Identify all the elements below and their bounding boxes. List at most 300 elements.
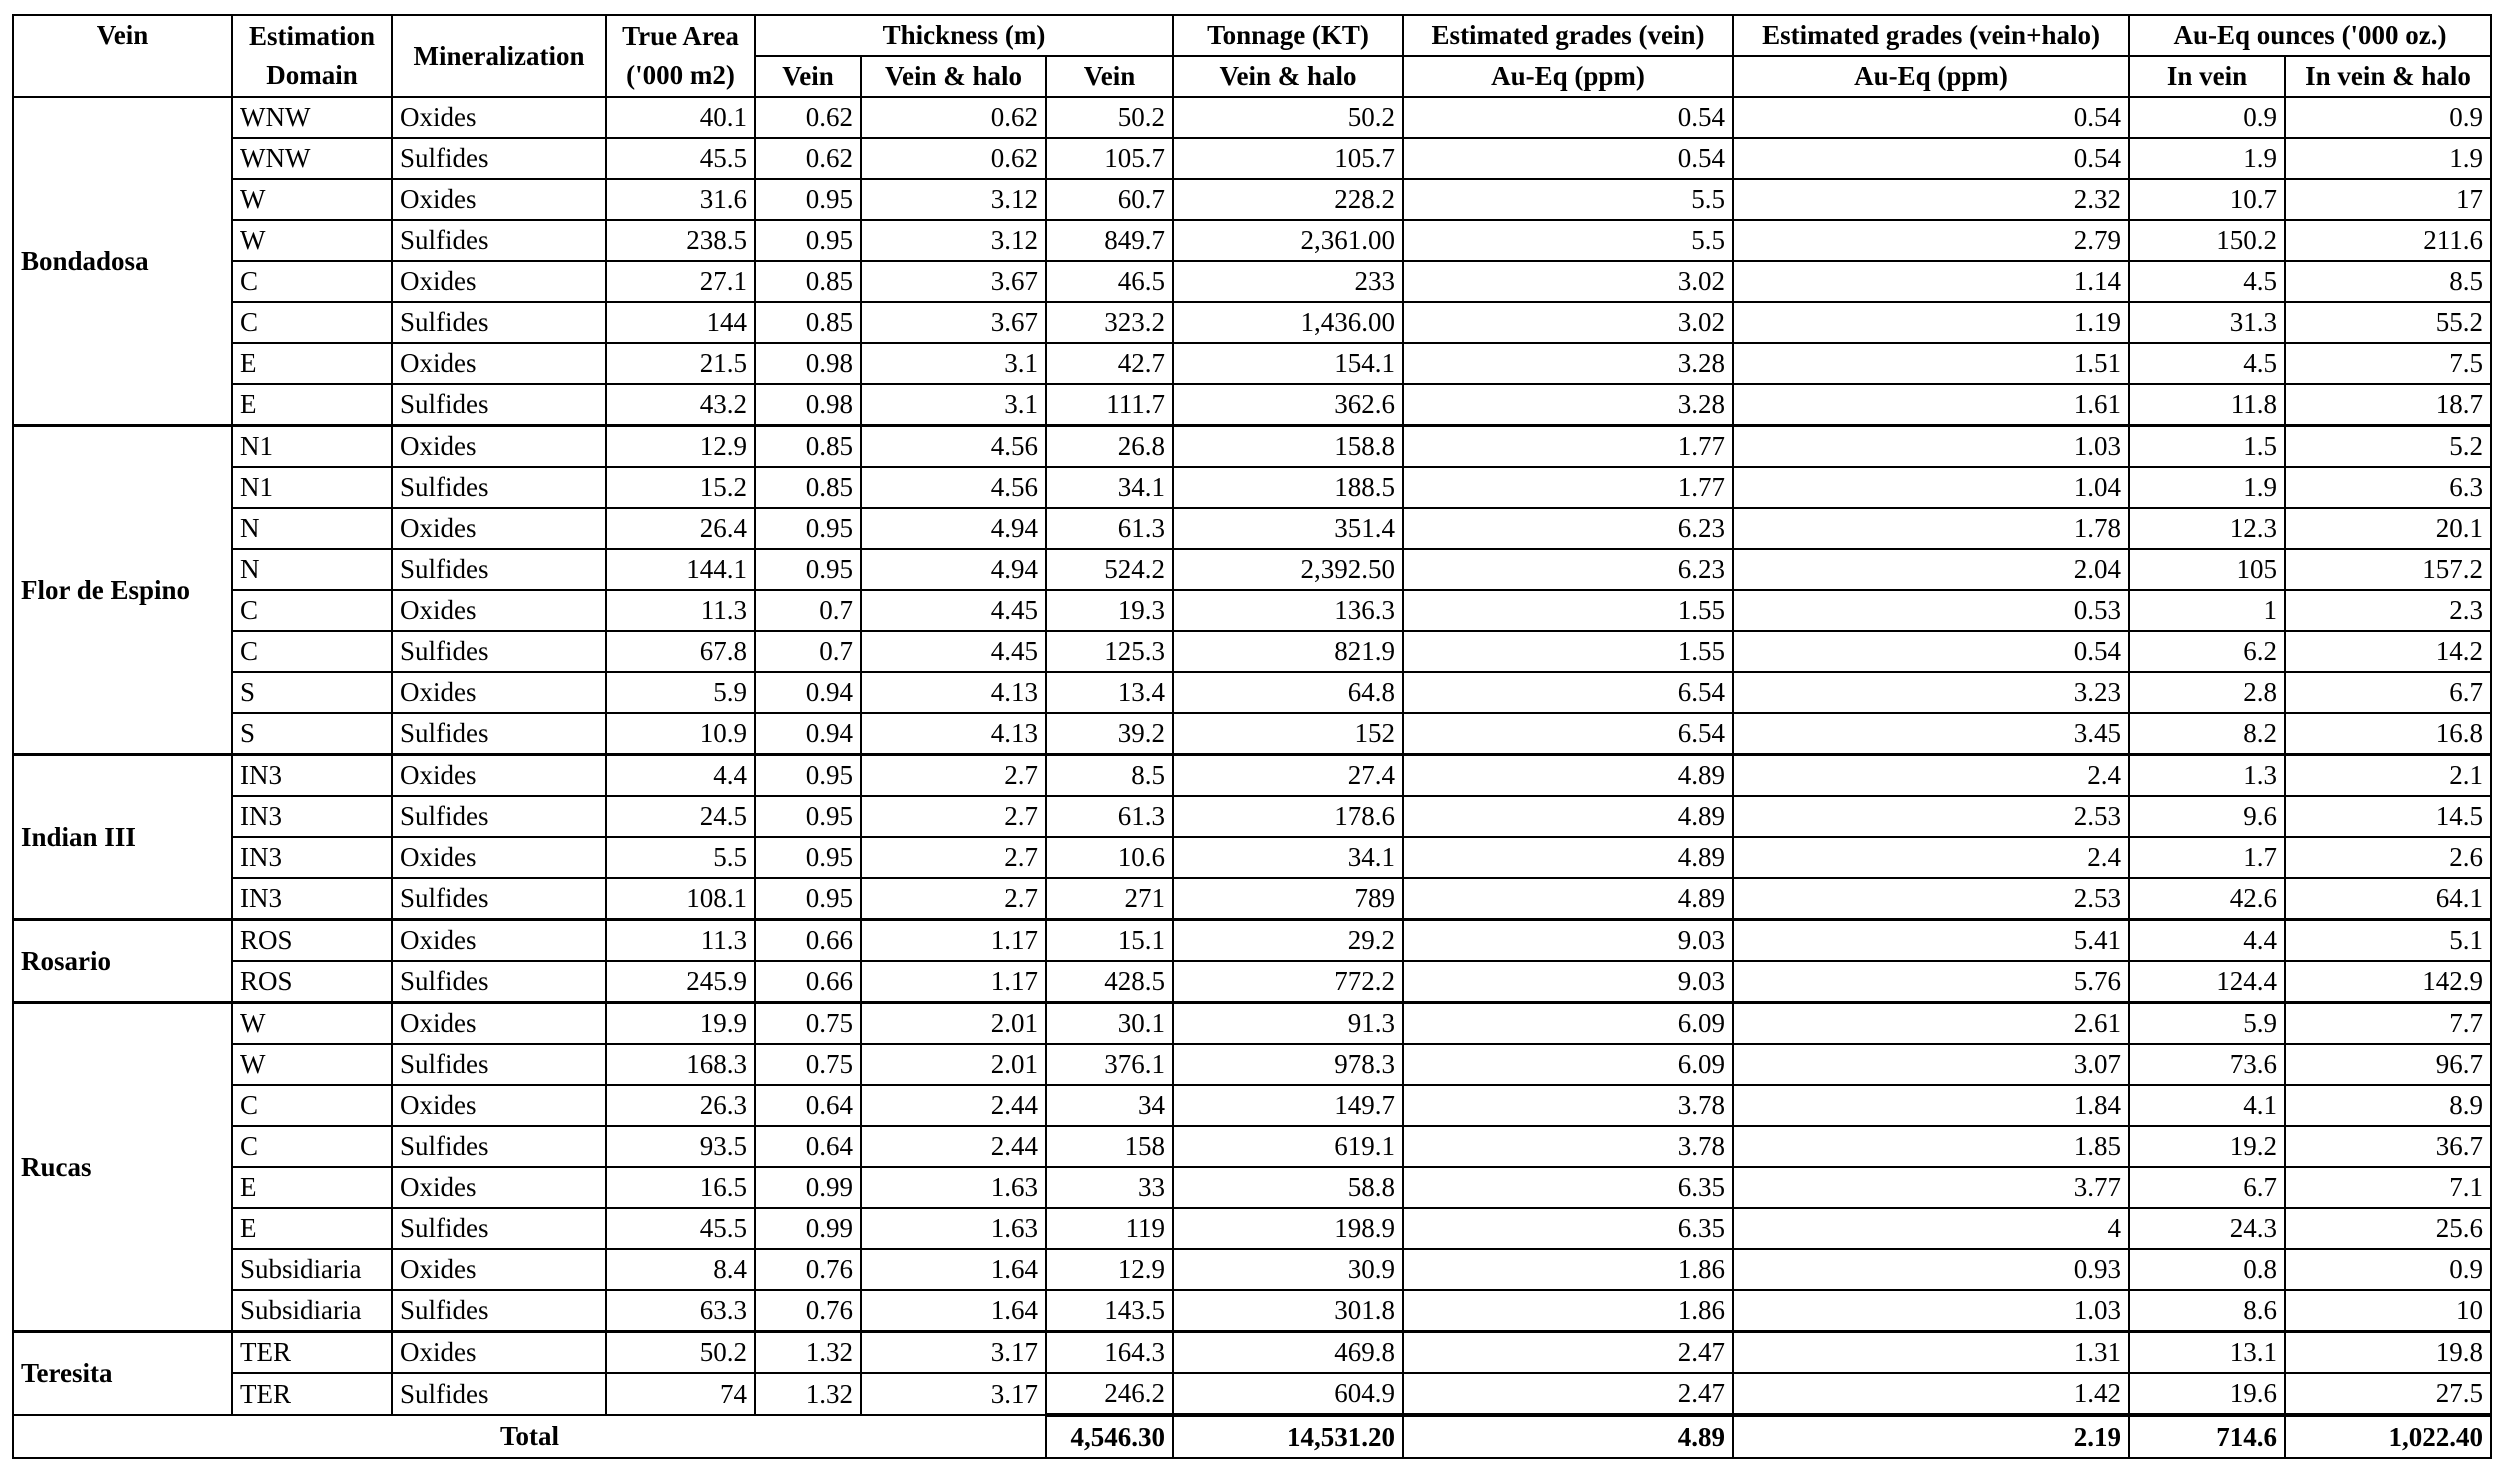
header-thickness: Thickness (m) xyxy=(755,15,1173,56)
cell-ounces-in-vein-halo: 5.1 xyxy=(2285,920,2491,962)
vein-name: Bondadosa xyxy=(13,97,232,426)
cell-true-area: 144 xyxy=(606,302,755,343)
total-grade-vein: 4.89 xyxy=(1403,1415,1733,1458)
cell-ounces-in-vein: 4.5 xyxy=(2129,343,2285,384)
cell-grade-vein-halo: 3.07 xyxy=(1733,1044,2129,1085)
cell-tonnage-vein-halo: 978.3 xyxy=(1173,1044,1403,1085)
cell-thickness-vein: 0.95 xyxy=(755,220,861,261)
cell-estimation-domain: IN3 xyxy=(232,796,392,837)
cell-ounces-in-vein: 11.8 xyxy=(2129,384,2285,426)
cell-thickness-vein-halo: 2.7 xyxy=(861,837,1046,878)
cell-grade-vein: 5.5 xyxy=(1403,220,1733,261)
table-row xyxy=(13,261,2491,302)
cell-thickness-vein: 0.85 xyxy=(755,302,861,343)
cell-true-area: 16.5 xyxy=(606,1167,755,1208)
cell-mineralization: Oxides xyxy=(392,343,606,384)
cell-grade-vein: 4.89 xyxy=(1403,796,1733,837)
cell-thickness-vein: 0.98 xyxy=(755,384,861,426)
cell-thickness-vein-halo: 2.7 xyxy=(861,796,1046,837)
cell-tonnage-vein-halo: 50.2 xyxy=(1173,97,1403,138)
cell-ounces-in-vein-halo: 36.7 xyxy=(2285,1126,2491,1167)
table-row xyxy=(13,796,2491,837)
table-row xyxy=(13,1044,2491,1085)
cell-true-area: 26.3 xyxy=(606,1085,755,1126)
cell-true-area: 11.3 xyxy=(606,590,755,631)
header-tonnage-vein: Vein xyxy=(1046,56,1173,97)
cell-grade-vein: 9.03 xyxy=(1403,920,1733,962)
cell-thickness-vein-halo: 2.7 xyxy=(861,878,1046,920)
cell-tonnage-vein: 39.2 xyxy=(1046,713,1173,755)
cell-ounces-in-vein: 0.8 xyxy=(2129,1249,2285,1290)
cell-ounces-in-vein-halo: 19.8 xyxy=(2285,1332,2491,1374)
cell-grade-vein-halo: 1.04 xyxy=(1733,467,2129,508)
cell-estimation-domain: IN3 xyxy=(232,755,392,797)
cell-tonnage-vein-halo: 152 xyxy=(1173,713,1403,755)
cell-grade-vein-halo: 1.14 xyxy=(1733,261,2129,302)
cell-mineralization: Sulfides xyxy=(392,1208,606,1249)
cell-grade-vein-halo: 2.32 xyxy=(1733,179,2129,220)
cell-mineralization: Oxides xyxy=(392,837,606,878)
cell-ounces-in-vein: 124.4 xyxy=(2129,961,2285,1003)
cell-tonnage-vein: 46.5 xyxy=(1046,261,1173,302)
cell-grade-vein-halo: 0.54 xyxy=(1733,138,2129,179)
cell-tonnage-vein: 61.3 xyxy=(1046,796,1173,837)
cell-grade-vein-halo: 2.53 xyxy=(1733,796,2129,837)
cell-tonnage-vein: 164.3 xyxy=(1046,1332,1173,1374)
cell-tonnage-vein-halo: 604.9 xyxy=(1173,1373,1403,1415)
total-tonnage-vein-halo: 14,531.20 xyxy=(1173,1415,1403,1458)
cell-thickness-vein: 0.66 xyxy=(755,961,861,1003)
cell-ounces-in-vein-halo: 1.9 xyxy=(2285,138,2491,179)
cell-true-area: 45.5 xyxy=(606,1208,755,1249)
cell-thickness-vein: 0.66 xyxy=(755,920,861,962)
cell-tonnage-vein: 50.2 xyxy=(1046,97,1173,138)
cell-mineralization: Oxides xyxy=(392,426,606,468)
cell-tonnage-vein-halo: 772.2 xyxy=(1173,961,1403,1003)
cell-ounces-in-vein-halo: 7.7 xyxy=(2285,1003,2491,1045)
cell-mineralization: Sulfides xyxy=(392,1373,606,1415)
cell-mineralization: Oxides xyxy=(392,1167,606,1208)
cell-grade-vein: 1.86 xyxy=(1403,1249,1733,1290)
cell-ounces-in-vein: 13.1 xyxy=(2129,1332,2285,1374)
table-row xyxy=(13,1167,2491,1208)
cell-tonnage-vein-halo: 158.8 xyxy=(1173,426,1403,468)
cell-tonnage-vein: 8.5 xyxy=(1046,755,1173,797)
header-estimation-domain-line2: Domain xyxy=(266,60,358,90)
cell-grade-vein: 1.77 xyxy=(1403,426,1733,468)
cell-tonnage-vein: 13.4 xyxy=(1046,672,1173,713)
cell-ounces-in-vein-halo: 10 xyxy=(2285,1290,2491,1332)
cell-grade-vein: 3.78 xyxy=(1403,1126,1733,1167)
table-row xyxy=(13,549,2491,590)
header-true-area xyxy=(606,15,755,97)
cell-thickness-vein: 0.95 xyxy=(755,508,861,549)
cell-thickness-vein-halo: 2.7 xyxy=(861,755,1046,797)
cell-ounces-in-vein: 12.3 xyxy=(2129,508,2285,549)
table-row xyxy=(13,920,2491,962)
cell-grade-vein: 6.23 xyxy=(1403,549,1733,590)
cell-tonnage-vein: 428.5 xyxy=(1046,961,1173,1003)
cell-ounces-in-vein-halo: 0.9 xyxy=(2285,1249,2491,1290)
cell-thickness-vein: 0.95 xyxy=(755,755,861,797)
cell-ounces-in-vein-halo: 20.1 xyxy=(2285,508,2491,549)
cell-thickness-vein-halo: 1.63 xyxy=(861,1167,1046,1208)
cell-grade-vein-halo: 0.53 xyxy=(1733,590,2129,631)
cell-tonnage-vein: 60.7 xyxy=(1046,179,1173,220)
cell-mineralization: Sulfides xyxy=(392,878,606,920)
total-ounces-in-vein: 714.6 xyxy=(2129,1415,2285,1458)
cell-grade-vein-halo: 1.03 xyxy=(1733,426,2129,468)
cell-true-area: 5.9 xyxy=(606,672,755,713)
cell-ounces-in-vein-halo: 2.1 xyxy=(2285,755,2491,797)
vein-name: Rucas xyxy=(13,1003,232,1332)
cell-ounces-in-vein-halo: 142.9 xyxy=(2285,961,2491,1003)
cell-thickness-vein: 0.95 xyxy=(755,878,861,920)
table-footer xyxy=(13,1415,2491,1458)
table-row xyxy=(13,220,2491,261)
cell-ounces-in-vein-halo: 14.5 xyxy=(2285,796,2491,837)
cell-mineralization: Oxides xyxy=(392,1332,606,1374)
cell-true-area: 144.1 xyxy=(606,549,755,590)
table-row xyxy=(13,467,2491,508)
cell-mineralization: Sulfides xyxy=(392,1044,606,1085)
cell-tonnage-vein: 15.1 xyxy=(1046,920,1173,962)
cell-ounces-in-vein: 5.9 xyxy=(2129,1003,2285,1045)
cell-tonnage-vein-halo: 30.9 xyxy=(1173,1249,1403,1290)
cell-grade-vein: 1.55 xyxy=(1403,590,1733,631)
cell-tonnage-vein: 246.2 xyxy=(1046,1373,1173,1415)
cell-tonnage-vein-halo: 58.8 xyxy=(1173,1167,1403,1208)
cell-estimation-domain: IN3 xyxy=(232,878,392,920)
cell-tonnage-vein: 271 xyxy=(1046,878,1173,920)
cell-thickness-vein-halo: 2.44 xyxy=(861,1085,1046,1126)
cell-thickness-vein: 0.99 xyxy=(755,1208,861,1249)
cell-grade-vein: 4.89 xyxy=(1403,755,1733,797)
cell-ounces-in-vein-halo: 211.6 xyxy=(2285,220,2491,261)
cell-tonnage-vein-halo: 91.3 xyxy=(1173,1003,1403,1045)
cell-thickness-vein-halo: 0.62 xyxy=(861,138,1046,179)
cell-grade-vein-halo: 0.54 xyxy=(1733,97,2129,138)
cell-tonnage-vein: 10.6 xyxy=(1046,837,1173,878)
total-tonnage-vein: 4,546.30 xyxy=(1046,1415,1173,1458)
cell-tonnage-vein-halo: 154.1 xyxy=(1173,343,1403,384)
cell-mineralization: Sulfides xyxy=(392,796,606,837)
cell-thickness-vein: 0.75 xyxy=(755,1003,861,1045)
cell-grade-vein: 1.86 xyxy=(1403,1290,1733,1332)
cell-thickness-vein-halo: 4.45 xyxy=(861,631,1046,672)
header-grade-vein-sub: Au-Eq (ppm) xyxy=(1403,56,1733,97)
cell-estimation-domain: N1 xyxy=(232,467,392,508)
cell-true-area: 26.4 xyxy=(606,508,755,549)
cell-estimation-domain: C xyxy=(232,1085,392,1126)
cell-thickness-vein-halo: 2.01 xyxy=(861,1003,1046,1045)
cell-ounces-in-vein: 1 xyxy=(2129,590,2285,631)
cell-grade-vein: 3.02 xyxy=(1403,261,1733,302)
cell-ounces-in-vein: 19.2 xyxy=(2129,1126,2285,1167)
cell-thickness-vein: 0.75 xyxy=(755,1044,861,1085)
vein-name: Teresita xyxy=(13,1332,232,1416)
cell-thickness-vein-halo: 4.45 xyxy=(861,590,1046,631)
cell-true-area: 63.3 xyxy=(606,1290,755,1332)
cell-estimation-domain: E xyxy=(232,1208,392,1249)
cell-thickness-vein-halo: 3.67 xyxy=(861,302,1046,343)
cell-mineralization: Sulfides xyxy=(392,302,606,343)
cell-tonnage-vein: 125.3 xyxy=(1046,631,1173,672)
cell-true-area: 108.1 xyxy=(606,878,755,920)
table-row xyxy=(13,508,2491,549)
cell-true-area: 19.9 xyxy=(606,1003,755,1045)
header-grade-vein: Estimated grades (vein) xyxy=(1403,15,1733,56)
cell-grade-vein: 0.54 xyxy=(1403,138,1733,179)
cell-ounces-in-vein-halo: 5.2 xyxy=(2285,426,2491,468)
cell-mineralization: Sulfides xyxy=(392,1126,606,1167)
cell-thickness-vein: 0.64 xyxy=(755,1126,861,1167)
cell-estimation-domain: W xyxy=(232,220,392,261)
cell-tonnage-vein-halo: 362.6 xyxy=(1173,384,1403,426)
cell-tonnage-vein-halo: 2,392.50 xyxy=(1173,549,1403,590)
cell-mineralization: Sulfides xyxy=(392,138,606,179)
cell-ounces-in-vein: 6.2 xyxy=(2129,631,2285,672)
total-ounces-in-vein-halo: 1,022.40 xyxy=(2285,1415,2491,1458)
cell-ounces-in-vein-halo: 6.3 xyxy=(2285,467,2491,508)
vein-name: Rosario xyxy=(13,920,232,1003)
cell-grade-vein-halo: 2.4 xyxy=(1733,837,2129,878)
cell-ounces-in-vein-halo: 55.2 xyxy=(2285,302,2491,343)
table-row xyxy=(13,1003,2491,1045)
cell-grade-vein: 9.03 xyxy=(1403,961,1733,1003)
cell-mineralization: Oxides xyxy=(392,1085,606,1126)
cell-mineralization: Oxides xyxy=(392,755,606,797)
cell-thickness-vein: 0.62 xyxy=(755,97,861,138)
cell-tonnage-vein-halo: 27.4 xyxy=(1173,755,1403,797)
cell-estimation-domain: C xyxy=(232,590,392,631)
cell-ounces-in-vein-halo: 25.6 xyxy=(2285,1208,2491,1249)
table-row xyxy=(13,961,2491,1003)
cell-thickness-vein: 0.7 xyxy=(755,631,861,672)
cell-thickness-vein-halo: 1.64 xyxy=(861,1249,1046,1290)
cell-mineralization: Oxides xyxy=(392,261,606,302)
cell-thickness-vein-halo: 3.17 xyxy=(861,1332,1046,1374)
cell-tonnage-vein-halo: 789 xyxy=(1173,878,1403,920)
cell-mineralization: Sulfides xyxy=(392,467,606,508)
cell-ounces-in-vein: 42.6 xyxy=(2129,878,2285,920)
table-body xyxy=(13,97,2491,1415)
table-row xyxy=(13,713,2491,755)
cell-ounces-in-vein: 10.7 xyxy=(2129,179,2285,220)
cell-tonnage-vein-halo: 821.9 xyxy=(1173,631,1403,672)
cell-grade-vein: 6.09 xyxy=(1403,1003,1733,1045)
cell-tonnage-vein-halo: 2,361.00 xyxy=(1173,220,1403,261)
cell-grade-vein-halo: 1.31 xyxy=(1733,1332,2129,1374)
cell-estimation-domain: E xyxy=(232,384,392,426)
cell-mineralization: Oxides xyxy=(392,920,606,962)
cell-estimation-domain: ROS xyxy=(232,961,392,1003)
header-vein: Vein xyxy=(13,15,232,97)
cell-ounces-in-vein-halo: 27.5 xyxy=(2285,1373,2491,1415)
cell-ounces-in-vein: 6.7 xyxy=(2129,1167,2285,1208)
cell-grade-vein: 3.28 xyxy=(1403,343,1733,384)
cell-true-area: 238.5 xyxy=(606,220,755,261)
cell-ounces-in-vein: 1.5 xyxy=(2129,426,2285,468)
cell-grade-vein: 5.5 xyxy=(1403,179,1733,220)
cell-ounces-in-vein-halo: 2.6 xyxy=(2285,837,2491,878)
cell-tonnage-vein: 105.7 xyxy=(1046,138,1173,179)
cell-ounces-in-vein: 105 xyxy=(2129,549,2285,590)
cell-thickness-vein: 0.94 xyxy=(755,672,861,713)
cell-thickness-vein-halo: 4.94 xyxy=(861,508,1046,549)
cell-thickness-vein-halo: 3.12 xyxy=(861,220,1046,261)
header-grade-vein-halo-sub: Au-Eq (ppm) xyxy=(1733,56,2129,97)
cell-thickness-vein-halo: 4.56 xyxy=(861,467,1046,508)
total-label: Total xyxy=(13,1415,1046,1458)
cell-thickness-vein: 0.85 xyxy=(755,467,861,508)
cell-tonnage-vein: 849.7 xyxy=(1046,220,1173,261)
cell-thickness-vein-halo: 1.17 xyxy=(861,920,1046,962)
cell-grade-vein-halo: 2.53 xyxy=(1733,878,2129,920)
cell-thickness-vein: 0.98 xyxy=(755,343,861,384)
cell-tonnage-vein-halo: 301.8 xyxy=(1173,1290,1403,1332)
cell-estimation-domain: E xyxy=(232,1167,392,1208)
cell-tonnage-vein-halo: 64.8 xyxy=(1173,672,1403,713)
cell-estimation-domain: WNW xyxy=(232,97,392,138)
cell-thickness-vein-halo: 3.67 xyxy=(861,261,1046,302)
table-row xyxy=(13,1332,2491,1374)
cell-tonnage-vein: 143.5 xyxy=(1046,1290,1173,1332)
cell-tonnage-vein: 119 xyxy=(1046,1208,1173,1249)
header-estimation-domain-line1: Estimation xyxy=(248,21,375,51)
cell-estimation-domain: S xyxy=(232,713,392,755)
cell-grade-vein: 2.47 xyxy=(1403,1373,1733,1415)
cell-tonnage-vein: 42.7 xyxy=(1046,343,1173,384)
cell-thickness-vein-halo: 2.44 xyxy=(861,1126,1046,1167)
cell-true-area: 43.2 xyxy=(606,384,755,426)
cell-estimation-domain: N1 xyxy=(232,426,392,468)
cell-tonnage-vein: 34.1 xyxy=(1046,467,1173,508)
cell-grade-vein-halo: 2.79 xyxy=(1733,220,2129,261)
cell-grade-vein-halo: 5.41 xyxy=(1733,920,2129,962)
cell-true-area: 31.6 xyxy=(606,179,755,220)
cell-estimation-domain: TER xyxy=(232,1373,392,1415)
cell-true-area: 45.5 xyxy=(606,138,755,179)
cell-ounces-in-vein: 1.7 xyxy=(2129,837,2285,878)
cell-ounces-in-vein-halo: 14.2 xyxy=(2285,631,2491,672)
cell-estimation-domain: TER xyxy=(232,1332,392,1374)
cell-thickness-vein: 0.95 xyxy=(755,796,861,837)
cell-mineralization: Sulfides xyxy=(392,713,606,755)
cell-grade-vein-halo: 4 xyxy=(1733,1208,2129,1249)
cell-ounces-in-vein: 9.6 xyxy=(2129,796,2285,837)
cell-thickness-vein-halo: 1.64 xyxy=(861,1290,1046,1332)
cell-ounces-in-vein: 1.3 xyxy=(2129,755,2285,797)
cell-true-area: 168.3 xyxy=(606,1044,755,1085)
cell-ounces-in-vein-halo: 64.1 xyxy=(2285,878,2491,920)
cell-mineralization: Oxides xyxy=(392,1003,606,1045)
cell-grade-vein: 0.54 xyxy=(1403,97,1733,138)
cell-mineralization: Oxides xyxy=(392,672,606,713)
cell-mineralization: Sulfides xyxy=(392,961,606,1003)
cell-true-area: 5.5 xyxy=(606,837,755,878)
cell-ounces-in-vein: 73.6 xyxy=(2129,1044,2285,1085)
table-row xyxy=(13,1208,2491,1249)
table-row xyxy=(13,384,2491,426)
table-row xyxy=(13,1373,2491,1415)
table-row xyxy=(13,1290,2491,1332)
cell-ounces-in-vein-halo: 8.9 xyxy=(2285,1085,2491,1126)
cell-ounces-in-vein-halo: 8.5 xyxy=(2285,261,2491,302)
cell-estimation-domain: Subsidiaria xyxy=(232,1249,392,1290)
cell-ounces-in-vein-halo: 7.5 xyxy=(2285,343,2491,384)
header-grade-vein-halo: Estimated grades (vein+halo) xyxy=(1733,15,2129,56)
cell-grade-vein: 6.35 xyxy=(1403,1208,1733,1249)
total-grade-vein-halo: 2.19 xyxy=(1733,1415,2129,1458)
cell-grade-vein-halo: 1.03 xyxy=(1733,1290,2129,1332)
cell-true-area: 93.5 xyxy=(606,1126,755,1167)
cell-mineralization: Oxides xyxy=(392,1249,606,1290)
cell-tonnage-vein-halo: 233 xyxy=(1173,261,1403,302)
table-row xyxy=(13,138,2491,179)
cell-tonnage-vein: 376.1 xyxy=(1046,1044,1173,1085)
cell-grade-vein-halo: 3.23 xyxy=(1733,672,2129,713)
cell-true-area: 8.4 xyxy=(606,1249,755,1290)
cell-grade-vein-halo: 0.54 xyxy=(1733,631,2129,672)
vein-name: Indian III xyxy=(13,755,232,920)
cell-mineralization: Oxides xyxy=(392,179,606,220)
cell-true-area: 245.9 xyxy=(606,961,755,1003)
cell-true-area: 10.9 xyxy=(606,713,755,755)
cell-ounces-in-vein-halo: 7.1 xyxy=(2285,1167,2491,1208)
cell-grade-vein-halo: 3.77 xyxy=(1733,1167,2129,1208)
cell-grade-vein-halo: 1.78 xyxy=(1733,508,2129,549)
cell-thickness-vein: 0.99 xyxy=(755,1167,861,1208)
table-row xyxy=(13,837,2491,878)
cell-tonnage-vein-halo: 228.2 xyxy=(1173,179,1403,220)
cell-tonnage-vein-halo: 105.7 xyxy=(1173,138,1403,179)
cell-tonnage-vein-halo: 188.5 xyxy=(1173,467,1403,508)
cell-estimation-domain: Subsidiaria xyxy=(232,1290,392,1332)
cell-thickness-vein-halo: 4.13 xyxy=(861,672,1046,713)
cell-ounces-in-vein-halo: 96.7 xyxy=(2285,1044,2491,1085)
cell-thickness-vein-halo: 4.94 xyxy=(861,549,1046,590)
cell-thickness-vein-halo: 3.1 xyxy=(861,343,1046,384)
cell-tonnage-vein: 19.3 xyxy=(1046,590,1173,631)
cell-estimation-domain: WNW xyxy=(232,138,392,179)
cell-thickness-vein: 0.85 xyxy=(755,426,861,468)
cell-ounces-in-vein: 150.2 xyxy=(2129,220,2285,261)
cell-tonnage-vein: 30.1 xyxy=(1046,1003,1173,1045)
cell-ounces-in-vein: 4.4 xyxy=(2129,920,2285,962)
cell-ounces-in-vein-halo: 17 xyxy=(2285,179,2491,220)
table-row xyxy=(13,302,2491,343)
cell-true-area: 74 xyxy=(606,1373,755,1415)
cell-thickness-vein: 0.76 xyxy=(755,1249,861,1290)
header-thickness-vein: Vein xyxy=(755,56,861,97)
cell-grade-vein: 1.77 xyxy=(1403,467,1733,508)
cell-grade-vein-halo: 2.61 xyxy=(1733,1003,2129,1045)
cell-tonnage-vein-halo: 469.8 xyxy=(1173,1332,1403,1374)
cell-tonnage-vein-halo: 29.2 xyxy=(1173,920,1403,962)
total-row xyxy=(13,1415,2491,1458)
cell-tonnage-vein-halo: 136.3 xyxy=(1173,590,1403,631)
table-row xyxy=(13,590,2491,631)
cell-estimation-domain: C xyxy=(232,1126,392,1167)
cell-thickness-vein-halo: 2.01 xyxy=(861,1044,1046,1085)
cell-ounces-in-vein: 1.9 xyxy=(2129,138,2285,179)
cell-ounces-in-vein-halo: 157.2 xyxy=(2285,549,2491,590)
cell-estimation-domain: W xyxy=(232,1044,392,1085)
cell-thickness-vein-halo: 3.12 xyxy=(861,179,1046,220)
cell-thickness-vein: 0.7 xyxy=(755,590,861,631)
cell-ounces-in-vein: 31.3 xyxy=(2129,302,2285,343)
